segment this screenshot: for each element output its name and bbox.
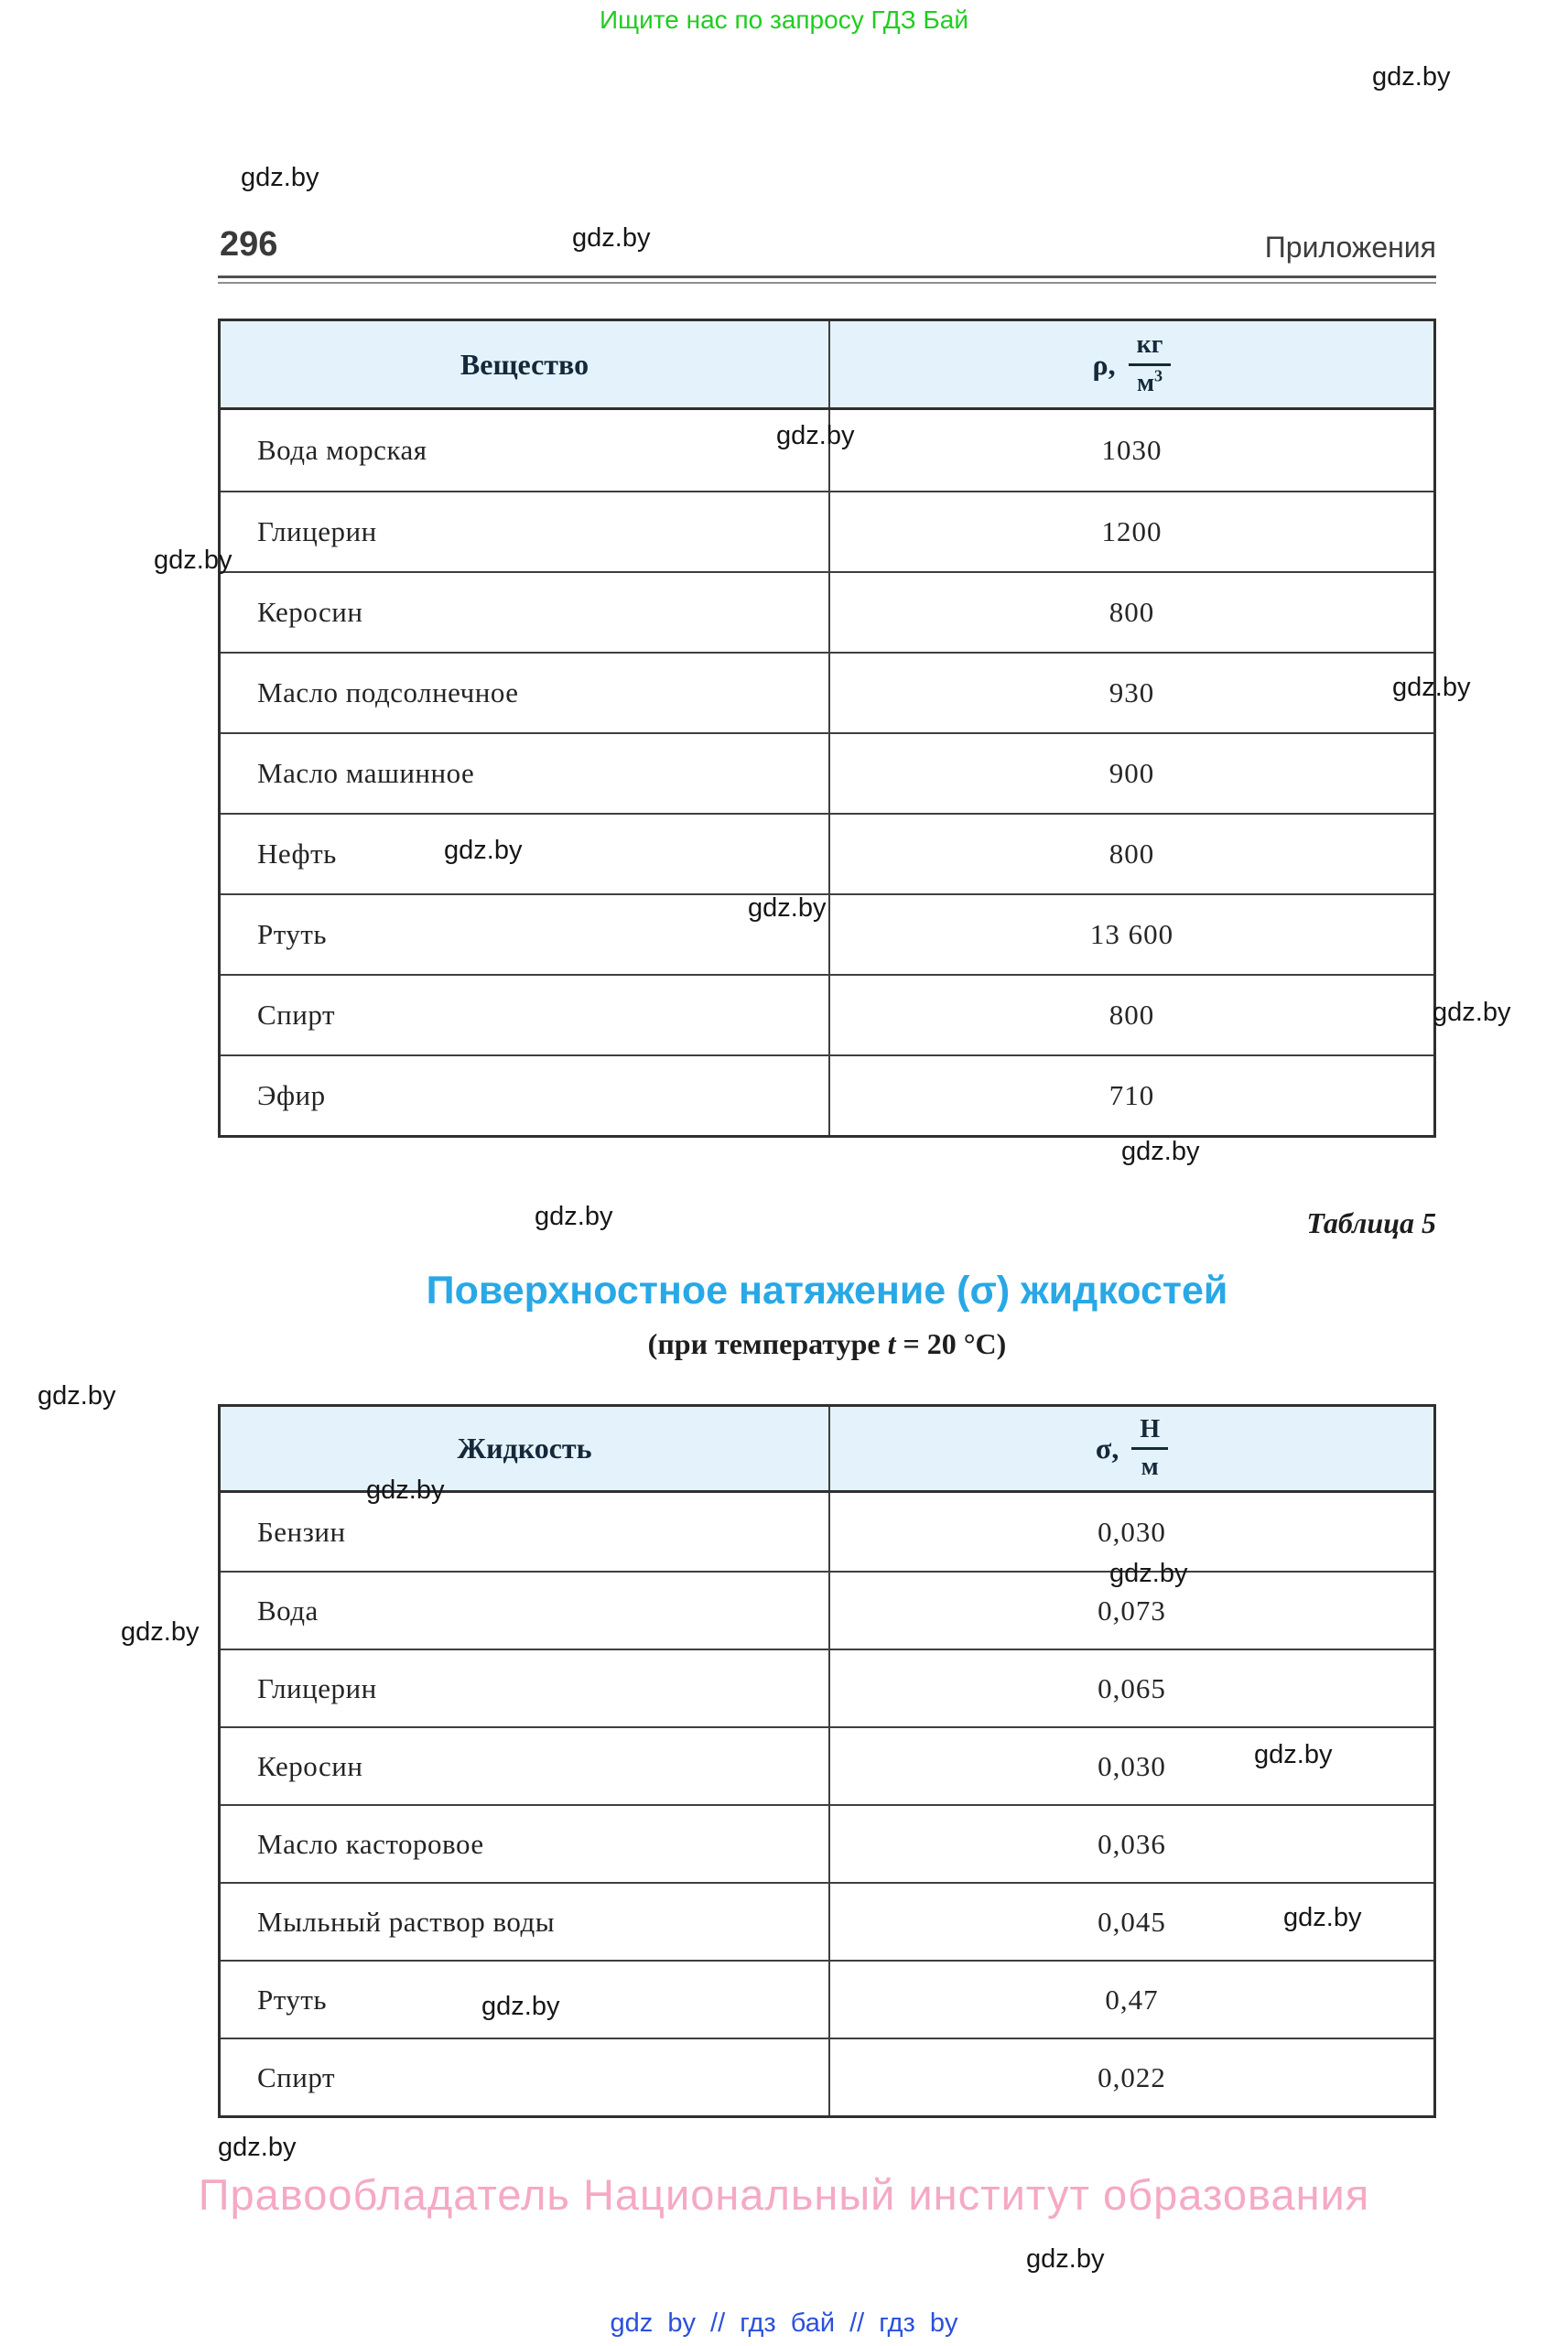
substance-value: 0,47 xyxy=(828,1962,1433,2038)
substance-value: 0,036 xyxy=(828,1806,1433,1882)
density-col1-header: Вещество xyxy=(460,347,589,381)
tension-table-rows xyxy=(221,1493,1433,2115)
gdz-watermark: gdz.by xyxy=(38,1381,116,1411)
table-row xyxy=(221,1804,1433,1882)
substance-name: Масло касторовое xyxy=(257,1827,484,1860)
substance-value: 0,073 xyxy=(828,1573,1433,1649)
table-row xyxy=(221,491,1433,571)
tension-col2-header xyxy=(828,1407,1433,1490)
table-label: Таблица 5 xyxy=(1306,1206,1436,1239)
promo-banner: Ищите нас по запросу ГДЗ Бай xyxy=(599,5,969,34)
substance-name: Спирт xyxy=(257,2060,335,2093)
surface-tension-title: Поверхностное натяжение (σ) жидкостей xyxy=(426,1269,1228,1313)
density-unit xyxy=(1093,330,1172,397)
tension-symbol: σ, xyxy=(1095,1432,1119,1465)
density-unit-numerator: кг xyxy=(1129,330,1172,365)
table-row xyxy=(221,1960,1433,2038)
density-table-header xyxy=(221,321,1433,410)
table-row xyxy=(221,571,1433,652)
substance-name: Вода xyxy=(257,1594,319,1627)
substance-name: Масло машинное xyxy=(257,757,475,789)
substance-value: 900 xyxy=(828,734,1433,813)
gdz-watermark: gdz.by xyxy=(1372,62,1451,92)
table-row xyxy=(221,1726,1433,1804)
substance-value: 710 xyxy=(828,1056,1433,1135)
gdz-watermark: gdz.by xyxy=(218,2133,297,2162)
substance-value: 800 xyxy=(828,815,1433,893)
substance-value: 0,030 xyxy=(828,1728,1433,1804)
gdz-watermark: gdz.by xyxy=(1433,998,1511,1027)
substance-name: Эфир xyxy=(257,1079,326,1111)
substance-name: Глицерин xyxy=(257,1671,377,1704)
gdz-watermark: gdz.by xyxy=(1283,1903,1362,1932)
substance-value: 0,045 xyxy=(828,1884,1433,1960)
substance-name: Керосин xyxy=(257,596,363,628)
tension-unit-numerator: Н xyxy=(1131,1415,1168,1450)
section-title: Приложения xyxy=(1264,231,1436,264)
gdz-watermark: gdz.by xyxy=(1254,1740,1333,1769)
substance-name: Ртуть xyxy=(257,918,328,950)
gdz-watermark: gdz.by xyxy=(535,1202,613,1231)
substance-name: Керосин xyxy=(257,1749,363,1782)
substance-value: 800 xyxy=(828,573,1433,652)
table-row xyxy=(221,813,1433,893)
substance-name: Ртуть xyxy=(257,1983,328,2016)
substance-name: Спирт xyxy=(257,999,335,1031)
gdz-watermark: gdz.by xyxy=(154,546,232,575)
gdz-watermark: gdz.by xyxy=(1121,1137,1200,1166)
substance-name: Вода морская xyxy=(257,434,427,466)
table-row xyxy=(221,893,1433,974)
gdz-watermark: gdz.by xyxy=(366,1476,445,1505)
gdz-watermark: gdz.by xyxy=(1026,2244,1105,2274)
density-symbol: ρ, xyxy=(1092,347,1116,381)
footer-links: gdz by // гдз бай // гдз by xyxy=(610,2308,958,2338)
table-row xyxy=(221,974,1433,1054)
substance-name: Мыльный раствор воды xyxy=(257,1905,556,1938)
table-row xyxy=(221,652,1433,732)
copyright-text: Правообладатель Национальный институт образования xyxy=(198,2170,1370,2219)
substance-value: 0,065 xyxy=(828,1650,1433,1726)
substance-value: 1030 xyxy=(828,410,1433,491)
gdz-watermark: gdz.by xyxy=(444,836,523,865)
density-col2-header xyxy=(828,321,1433,407)
substance-value: 0,030 xyxy=(828,1493,1433,1571)
gdz-watermark: gdz.by xyxy=(776,421,855,450)
substance-name: Масло подсолнечное xyxy=(257,676,519,708)
table-row xyxy=(221,1054,1433,1135)
gdz-watermark: gdz.by xyxy=(1392,673,1471,702)
tension-unit xyxy=(1096,1415,1168,1482)
gdz-watermark: gdz.by xyxy=(481,1992,560,2021)
page-number: 296 xyxy=(220,225,278,264)
table-row xyxy=(221,2038,1433,2115)
table-row xyxy=(221,1882,1433,1960)
density-unit-denominator: $м^3$ xyxy=(1136,366,1163,397)
gdz-watermark: gdz.by xyxy=(572,223,651,253)
substance-value: 13 600 xyxy=(828,895,1433,974)
gdz-watermark: gdz.by xyxy=(241,163,319,192)
gdz-watermark: gdz.by xyxy=(1109,1559,1188,1588)
substance-value: 930 xyxy=(828,654,1433,732)
substance-value: 800 xyxy=(828,976,1433,1054)
gdz-watermark: gdz.by xyxy=(748,893,827,923)
table-row xyxy=(221,732,1433,813)
substance-name: Глицерин xyxy=(257,515,377,547)
temperature-variable: t xyxy=(887,1327,896,1360)
substance-value: 1200 xyxy=(828,492,1433,571)
header-rule xyxy=(218,276,1436,284)
substance-name: Нефть xyxy=(257,838,337,870)
substance-value: 0,022 xyxy=(828,2039,1433,2115)
density-table-rows xyxy=(221,410,1433,1135)
table-row xyxy=(221,1649,1433,1726)
gdz-watermark: gdz.by xyxy=(121,1617,200,1647)
tension-unit-fraction xyxy=(1131,1415,1168,1482)
substance-name: Бензин xyxy=(257,1515,346,1548)
density-unit-fraction xyxy=(1129,330,1172,397)
surface-tension-subtitle: (при температуре t = 20 °C) xyxy=(647,1327,1007,1360)
tension-unit-denominator: м xyxy=(1141,1453,1159,1481)
table-row xyxy=(221,1571,1433,1649)
tension-col1-header: Жидкость xyxy=(457,1432,592,1465)
